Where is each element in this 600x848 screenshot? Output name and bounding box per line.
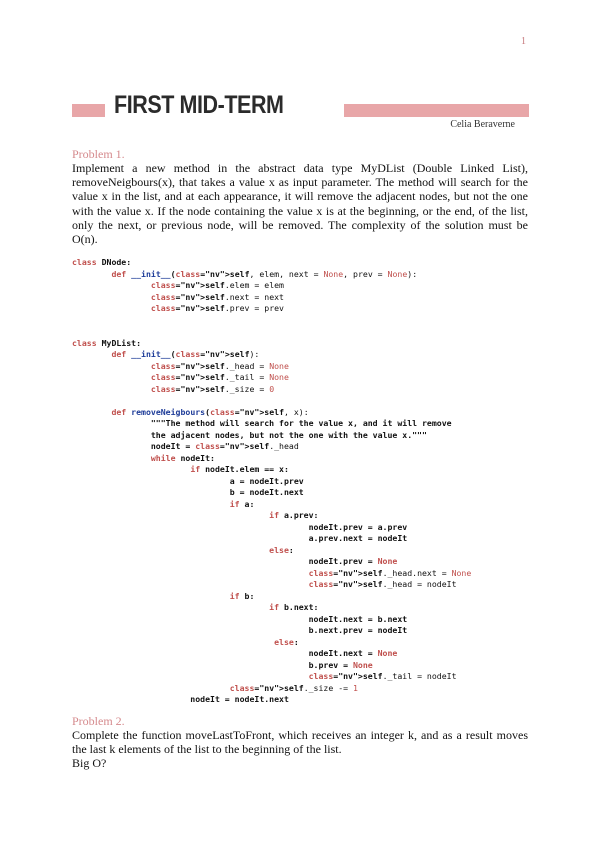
code-line: class="nv">self.elem = elem (150, 280, 284, 290)
code-line: a.prev.next = nodeIt (72, 533, 408, 543)
code-line: class MyDList: (72, 337, 142, 348)
code-line: class="nv">self._size = 0 (150, 383, 275, 394)
code-line: def __init__(class="nv">self, elem, next = None, prev = None): (111, 268, 418, 279)
page-title: FIRST MID-TERM (114, 91, 284, 119)
code-line: if a: (229, 498, 255, 509)
code-line: class="nv">self._head.next = None (308, 567, 472, 578)
page-header (72, 90, 529, 130)
code-line: b = nodeIt.next (72, 487, 304, 497)
code-line: def __init__(class="nv">self): (111, 349, 260, 359)
code-line: class="nv">self._tail = None (150, 372, 289, 382)
code-line: class DNode: (72, 257, 132, 267)
code-line: nodeIt.prev = a.prev (72, 521, 408, 532)
problem-1-text: Implement a new method in the abstract data type MyDList (Double Linked List), removeNeigbours(x), that takes a value x as input parameter. The method will search for the value x in the list, and at each appearance, it will remove the adjacent nodes, but not the one with the value x. If the node containing the value x is at the beginning, or the end, of the list, only the next, or previous node, will be removed. The complexity of the solution must be O(n). (72, 161, 528, 247)
code-line (72, 315, 542, 327)
code-line: a = nodeIt.prev (72, 475, 304, 486)
code-block (72, 257, 542, 706)
code-line: nodeIt = class="nv">self._head (72, 441, 299, 451)
code-line: class="nv">self._head = nodeIt (308, 579, 457, 589)
problem-2 (72, 714, 528, 771)
code-line: b.next.prev = nodeIt (72, 625, 408, 635)
accent-bar-left (72, 104, 105, 117)
problem-2-body: Complete the function moveLastToFront, which receives an integer k, and as a result moves the last k elements of the list to the beginning of the list. (72, 728, 528, 757)
code-line: class="nv">self.next = next (150, 291, 284, 302)
code-line: the adjacent nodes, but not the one with the value x.""" (72, 429, 427, 440)
code-line: nodeIt.next = b.next (72, 613, 408, 624)
code-line: b.prev = None (72, 659, 373, 670)
page-number: 1 (521, 36, 526, 47)
code-line: class="nv">self._head = None (150, 360, 289, 371)
code-line: class="nv">self._size -= 1 (229, 682, 358, 693)
code-line: class="nv">self.prev = prev (150, 303, 284, 313)
code-line: nodeIt = nodeIt.next (72, 694, 289, 704)
code-line: nodeIt.next = None (72, 648, 398, 658)
problem-2-question: Big O? (72, 756, 107, 771)
code-line: class="nv">self._tail = nodeIt (308, 671, 457, 681)
author-name: Celia Beraverne (450, 119, 515, 130)
code-line: else: (269, 544, 294, 555)
problem-1 (72, 147, 528, 246)
code-line (72, 326, 542, 338)
code-line: else: (274, 636, 299, 647)
problem-1-label: Problem 1. (72, 147, 125, 161)
problem-2-label: Problem 2. (72, 714, 125, 728)
code-line: def removeNeigbours(class="nv">self, x): (111, 406, 309, 417)
code-line: if a.prev: (269, 510, 319, 520)
accent-bar-right (344, 104, 529, 130)
code-line: if nodeIt.elem == x: (190, 464, 289, 474)
code-line: nodeIt.prev = None (72, 556, 398, 566)
code-line: if b.next: (269, 602, 319, 612)
problem-2-text (72, 728, 528, 771)
code-line (72, 395, 542, 407)
code-line: while nodeIt: (150, 452, 215, 463)
code-line: if b: (229, 590, 255, 601)
code-line: """The method will search for the value x, and it will remove (72, 418, 452, 428)
